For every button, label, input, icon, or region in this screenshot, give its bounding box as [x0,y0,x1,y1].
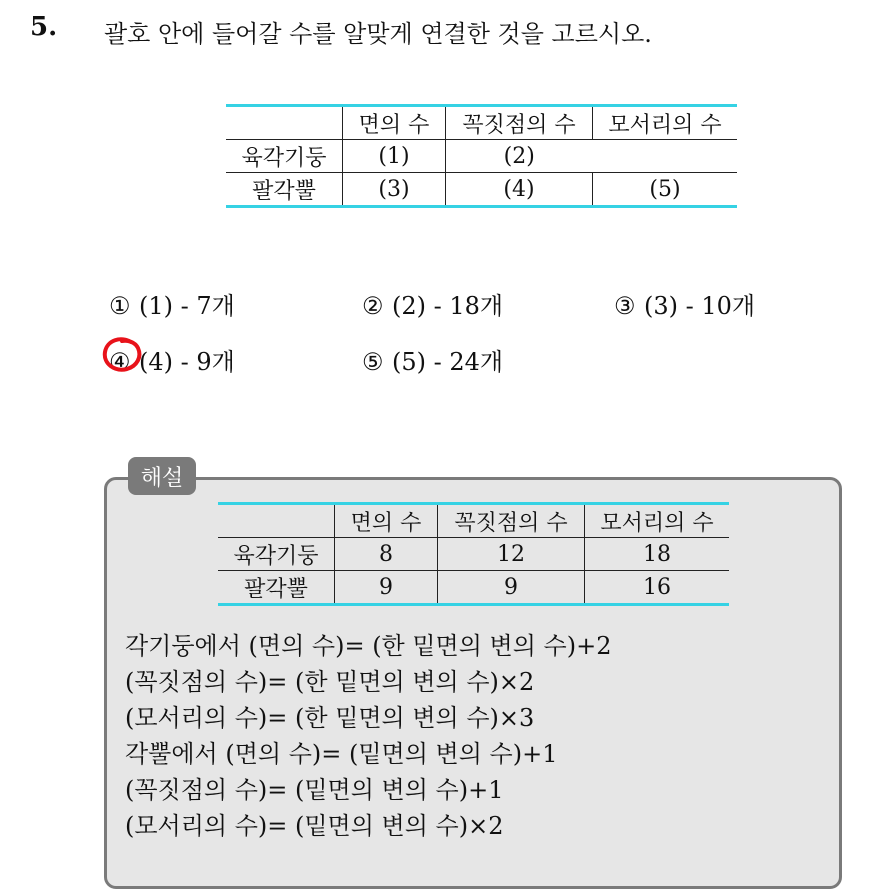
choice-2[interactable] [362,286,503,321]
table-row-label: 팔각뿔 [226,173,343,207]
table-row-label: 육각기둥 [218,538,335,571]
table-header-cell: 모서리의 수 [585,504,730,538]
choice-number: ⑤ [362,348,384,376]
solution-line: (모서리의 수)= (밑면의 변의 수)×2 [125,812,504,840]
choice-number: ② [362,292,384,320]
solution-line: 각뿔에서 (면의 수)= (밑면의 변의 수)+1 [125,740,558,768]
table-cell: (3) [343,173,446,207]
solution-line: (꼭짓점의 수)= (한 밑면의 변의 수)×2 [125,668,535,696]
choice-text: (3) - 10개 [644,292,756,320]
solution-explanation [125,628,611,844]
choice-5[interactable] [362,342,503,377]
table-cell: (1) [343,140,446,173]
table-row-label: 육각기둥 [226,140,343,173]
question-text: 괄호 안에 들어갈 수를 알맞게 연결한 것을 고르시오. [104,20,652,48]
choice-number: ③ [614,292,636,320]
choice-text: (1) - 7개 [139,292,235,320]
table-cell: 9 [335,571,438,605]
choice-number: ① [109,292,131,320]
table-cell: 12 [438,538,585,571]
table-cell: 18 [585,538,730,571]
table-header-cell [226,106,343,140]
table-cell: 9 [438,571,585,605]
table-cell: 16 [585,571,730,605]
solution-line: (모서리의 수)= (한 밑면의 변의 수)×3 [125,704,535,732]
choice-text: (5) - 24개 [392,348,504,376]
question-table [226,104,737,208]
table-header-cell: 면의 수 [343,106,446,140]
table-header-cell [218,504,335,538]
table-cell: (4) [446,173,593,207]
solution-line: (꼭짓점의 수)= (밑면의 변의 수)+1 [125,776,504,804]
table-cell [593,140,738,173]
solution-table [218,502,729,606]
answer-circle-icon [101,336,143,374]
table-cell: (2) [446,140,593,173]
choice-text: (4) - 9개 [139,348,235,376]
table-cell: 8 [335,538,438,571]
table-header-cell: 면의 수 [335,504,438,538]
choice-text: (2) - 18개 [392,292,504,320]
table-cell: (5) [593,173,738,207]
table-header-cell: 꼭짓점의 수 [438,504,585,538]
choice-1[interactable] [109,286,235,321]
solution-label: 해설 [128,457,196,495]
question-number: 5. [30,12,58,42]
choice-3[interactable] [614,286,755,321]
table-header-cell: 꼭짓점의 수 [446,106,593,140]
choice-number: ④ [109,348,131,376]
table-row-label: 팔각뿔 [218,571,335,605]
solution-line: 각기둥에서 (면의 수)= (한 밑면의 변의 수)+2 [125,632,612,660]
table-header-cell: 모서리의 수 [593,106,738,140]
